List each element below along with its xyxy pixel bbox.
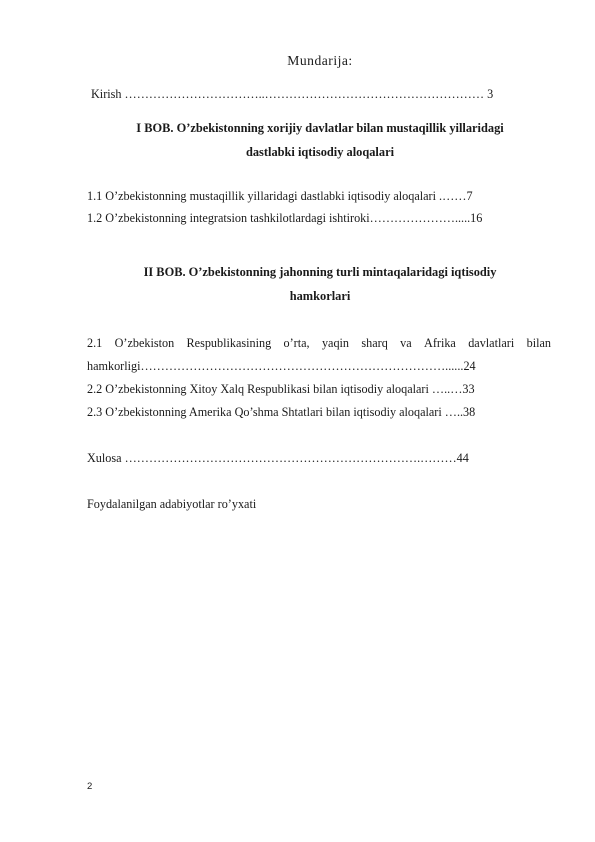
toc-word: va [400,336,412,350]
toc-word: sharq [361,336,388,350]
page-number: 2 [87,781,93,792]
toc-entry-1-1: 1.1 O’zbekistonning mustaqillik yillaridagi dastlabki iqtisodiy aloqalari .……7 [87,189,473,203]
toc-word: Afrika [424,336,456,350]
toc-entry-2-3: 2.3 O’zbekistonning Amerika Qo’shma Shtatlari bilan iqtisodiy aloqalari …..38 [87,405,476,419]
toc-word: o’rta, [283,336,310,350]
toc-word: bilan [526,336,551,350]
toc-word: 2.1 [87,336,103,350]
chapter2-heading-line1: II BOB. O’zbekistonning jahonning turli mintaqalaridagi iqtisodiy [143,265,497,279]
toc-entry-2-1-line1 [87,336,551,351]
chapter1-heading-line2: dastlabki iqtisodiy aloqalari [245,145,395,159]
toc-entry-2-2: 2.2 O’zbekistonning Xitoy Xalq Respublikasi bilan iqtisodiy aloqalari …..…33 [87,382,475,396]
toc-word: Respublikasining [186,336,272,350]
chapter1-heading-line1: I BOB. O’zbekistonning xorijiy davlatlar bilan mustaqillik yillaridagi [136,121,504,135]
page-title: Mundarija: [287,53,353,68]
toc-word: davlatlari [468,336,515,350]
toc-entry-1-2: 1.2 O’zbekistonning integratsion tashkilotlardagi ishtiroki………………….....16 [87,211,483,225]
toc-entry-references: Foydalanilgan adabiyotlar ro’yxati [87,497,257,511]
toc-word: yaqin [321,336,350,350]
toc-word: O’zbekiston [114,336,175,350]
toc-entry-2-1-line2: hamkorligi…………………………………………………………………......24 [87,359,476,373]
toc-entry-conclusion: Xulosa ……………………………………………………………….………44 [87,451,469,465]
chapter2-heading-line2: hamkorlari [289,289,351,303]
toc-entry-intro: Kirish ……………………………..……………………………………………… 3 [91,87,494,101]
